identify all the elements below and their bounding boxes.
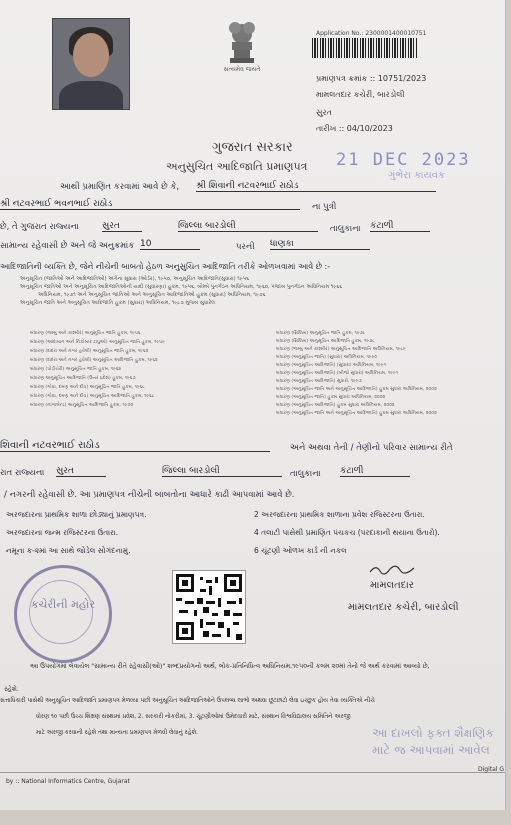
- taluka-label: તાલુકાના: [330, 224, 361, 234]
- district-label: જિલ્લા બારડોલી: [178, 221, 318, 232]
- district-label-2: જિલ્લા બારડોલી: [162, 466, 282, 477]
- state-word-2: રાત રાજ્યના: [0, 468, 45, 478]
- order-item: બંધારણ (પોંડીચેરી) અનુસૂચિત જાતિ હુકમ, ૧૯૬૪: [30, 367, 122, 372]
- basis-2: 2 અરજદારના પ્રાથમિક શાળાના પ્રવેશ રજિસ્ટરના ઉતારા.: [254, 510, 425, 519]
- order-item: બંધારણ (અનુસૂચિત જાતિ) (સુધારા) અધિનિયમ, ૧૯૯૦: [276, 355, 378, 360]
- district-value-2: સુરત: [56, 466, 106, 477]
- serial-value: 10: [140, 239, 200, 250]
- order-item: બંધારણ (અનુસૂચિત આદિજાતિ) સુધારો, ૧૯૯૭: [276, 379, 362, 384]
- signatory-office: મામલતદાર કચેરી, બારડોલી: [348, 602, 459, 613]
- basis-3: અરજદારના જન્મ રજિસ્ટરના ઉતારા.: [6, 528, 119, 537]
- footer-credit: by :: National Informatics Centre, Gujarat: [6, 778, 130, 785]
- basis-1: અરજદારના પ્રાથમિક શાળા છોડ્યાનું પ્રમાણપત્ર.: [6, 510, 147, 519]
- note-1b: રહેશે.: [4, 685, 19, 693]
- order-item: બંધારણ (દાદરા અને નગર હવેલી) અનુસૂચિત આદિજાતિ હુકમ, ૧૯૬૨: [30, 358, 158, 363]
- certificate-title: અનુસુચિત આદિજાતિ પ્રમાણપત્ર: [166, 160, 308, 173]
- applicant-photo: [52, 18, 130, 110]
- taluka-label-2: તાલુકાના: [290, 469, 321, 479]
- order-item: બંધારણ (સિક્કિમ) અનુસૂચિત આદિજાતિ હુકમ, ૧૯૭૮: [276, 339, 375, 344]
- certify-prefix: આથી પ્રમાણિત કરવામાં આવે છે કે,: [60, 182, 180, 192]
- recognition-text: આદિજાતિની વ્યક્તિ છે, જેને નીચેની બાબતો હેઠળ અનુસુચિત આદિજાતિ તરીકે ઓળખવામાં આવે છે :-: [0, 262, 331, 271]
- seal-text: કચેરીની મહોર: [30, 598, 96, 611]
- signatory-title: મામલતદાર: [370, 580, 414, 591]
- order-item: બંધારણ (અનુસૂચિત આદિજાતિ) (સુધારા) અધિનિયમ, ૧૯૯૧: [276, 363, 386, 368]
- order-item: બંધારણ અનુસૂચિત આદિજાતિ (ઉત્તર પ્રદેશ) હુકમ, ૧૯૬૭: [30, 376, 136, 381]
- emblem-caption: સત્યમેવ જયતે: [223, 66, 261, 73]
- footer-rule: [0, 772, 505, 773]
- fine-print-3: અધિનિયમ, ૧૯૭૧ અને અનુસૂચિત જાતિઓ અને અનુસૂચિત આદિજાતિઓ હુકમ (સુધારા) અધિનિયમ, ૧૯૭૬: [38, 292, 266, 298]
- note-1: આ ઉપયોગમાં લેવાયેલ "સામાન્ય રીતે રહેવાસી(ઓ)" શબ્દપ્રયોગનો અર્થ, લોક-પ્રતિનિધિત્વ અધિનિયમ,૧૯૫૦ની કલમ ૨૦માં તેનો જે અર્થ કરવામાં આવ્યો છે,: [30, 662, 430, 670]
- order-item: બંધારણ (અનુસૂચિત જાતિ અને અનુસૂચિત આદિજાતિ) હુકમ સુધારા અધિનિયમ, ૨૦૦૨: [276, 411, 437, 416]
- note-2: સત્તાધિકારી પાસેથી અનુસૂચિત આદિજાતિ પ્રમાણપત્ર મેળવ્યા પછી અનુસૂચિત આદિજાતિઓને ઉપલબ્ધ લાભો અથવા છૂટછાટો લેવા ઇચ્છુક હોય તેવા વ્યક્તિએ નીચે: [0, 698, 375, 704]
- certificate-number: પ્રમાણપત્ર ક્રમાંક :: 10751/2023: [316, 74, 427, 83]
- state-title: ગુજરાત સરકાર: [212, 140, 293, 155]
- application-number: Application No.: 2300001400010751: [316, 30, 427, 37]
- caste-value: ધાણકા: [270, 239, 370, 250]
- order-item: બંધારણ (જમ્મુ અને કાશ્મીર) અનુસૂચિત જાતિ હુકમ, ૧૯૫૬: [30, 331, 141, 336]
- basis-6: 6 ચૂંટણી ઓળખ કાર્ડ ની નકલ: [254, 546, 347, 555]
- fine-print-1: અનુસૂચિત (જાતિઓ અને આદિજાતિઓ) અંગેના સુધારા (ઓર્ડર), ૧૯૫૦, અનુસૂચિત આદિજાતિ(સુધારા) ૧૯૫૬: [20, 276, 250, 282]
- office-seal: [14, 565, 112, 663]
- order-item: બંધારણ (દાદરા અને નગર હવેલી) અનુસૂચિત જાતિ હુકમ, ૧૯૬૨: [30, 349, 149, 354]
- resident-note: / નગરની રહેવાસી છે. આ પ્રમાણપત્ર નીચેની બાબતોના આધારે કાઢી આપવામાં આવે છે.: [4, 490, 295, 500]
- order-item: બંધારણ (અનુસૂચિત આદિજાતિ) (બીજો સુધારા) અધિનિયમ, ૧૯૯૧: [276, 371, 398, 376]
- applicant-name-2: શિવાની નટવરભાઈ રાઠોડ: [0, 440, 270, 452]
- issuing-place: સુરત: [316, 108, 332, 117]
- order-item: બંધારણ (અનુસૂચિત જાતિ) હુકમ સુધારા અધિનિયમ, ૨૦૦૨: [276, 395, 386, 400]
- order-item: બંધારણ (ગોવા, દમણ અને દીવ) અનુસૂચિત જાતિ હુકમ, ૧૯૬૮: [30, 385, 145, 390]
- orders-left: [30, 330, 165, 411]
- issuing-office: મામલતદાર કચેરી, બારડોલી: [316, 90, 405, 99]
- qr-code: [172, 570, 246, 644]
- note-3: ધોરણ ૧૦ પછી ઉચ્ચ શિક્ષણ સંસ્થામાં પ્રવેશ, 2. સરકારી નોકરીમાં, 3. ચૂંટણીઓમાં ઉમેદવારી માટે, સંસ્થાન વિશ્વવિદ્યાલય સમિતિને અરજી: [36, 714, 351, 720]
- footer-right: Digital G: [478, 766, 505, 773]
- validity-stamp: [372, 726, 494, 758]
- serial-label: સામાન્ય રહેવાસી છે અને જે અનુક્રમાંક: [0, 241, 135, 251]
- order-item: બંધારણ (સિક્કિમ) અનુસૂચિત જાતિ હુકમ, ૧૯૭૮: [276, 331, 366, 336]
- qr-code-icon: [173, 571, 245, 643]
- national-emblem-icon: [222, 14, 262, 68]
- note-4: માટે અરજી કરવાની રહેશે તથા માન્યતા પ્રમાણપત્ર મેળવી લેવાનું રહેશે.: [36, 730, 198, 736]
- issue-date: તારીખ :: 04/10/2023: [316, 124, 393, 133]
- signature-icon: [368, 562, 416, 576]
- fine-print-4: અનુસૂચિત જાતિ અને અનુસૂચિત આદિજાતિ હુકમ (સુધારા) અધિનિયમ, ૧૯૮૭ મુજબ સુધારેલ: [20, 300, 216, 306]
- received-date-stamp: 21 DEC 2023: [336, 150, 471, 170]
- order-item: બંધારણ (જમ્મુ અને કાશ્મીર) અનુસૂચિત આદિજાતિ અધિનિયમ, ૧૯૮૯: [276, 347, 406, 352]
- validity-stamp-line-2: માટે જ આપવામાં આવેલ: [372, 743, 490, 757]
- taluka-value: કંટાળી: [370, 221, 430, 232]
- relation-label: ના પુત્રી: [312, 202, 337, 212]
- father-name: શ્રી નટવરભાઈ ભવનભાઈ રાઠોડ: [0, 199, 300, 210]
- caste-label: પરની: [236, 242, 255, 252]
- stamp-word: ગુંભેરા કાયવક: [388, 170, 446, 181]
- order-item: બંધારણ (ગોવા, દમણ અને દીવ) અનુસૂચિત આદિજાતિ હુકમ, ૧૯૬૮: [30, 394, 155, 399]
- validity-stamp-line-1: આ દાખલો ફક્ત શૈક્ષણિક: [372, 726, 494, 740]
- order-item: બંધારણ (અનુસૂચિત જાતિ અને અનુસૂચિત આદિજાતિ) હુકમ સુધારા અધિનિયમ, ૨૦૦૨: [276, 387, 437, 392]
- family-note: અને અથવા તેની / તેણીનો પરિવાર સામાન્ય રીતે: [290, 443, 453, 453]
- order-item: બંધારણ (અનુસૂચિત આદિજાતિ) હુકમ સુધારા અધિનિયમ, ૨૦૦૨: [276, 403, 395, 408]
- district-value: સુરત: [102, 221, 142, 232]
- orders-right: [276, 330, 437, 418]
- barcode: [312, 38, 417, 58]
- basis-4: 4 તલાટી પાસેથી પ્રમાણિત પંચકચ (પરદાકાની થયાના ઉતારો).: [254, 528, 440, 537]
- basis-5: નમૂના ક-૨માં આ સાથે જોડેલ સોગંદનામું.: [6, 546, 131, 555]
- fine-print-2: અનુસૂચિત જાતિઓ અને અનુસૂચિત આદિજાતિઓની યાદી (સુધારણા) હુકમ, ૧૯૫૬, બોમ્બે પુનર્ગઠન અધિનિયમ, ૧૯૬૦, પંજાબ પુનર્ગઠન અધિનિયમ ૧૯૬૬: [20, 284, 343, 290]
- taluka-value-2: કંટાળી: [340, 466, 410, 477]
- state-word: છે, તે ગુજરાત રાજ્યના: [0, 222, 79, 232]
- order-item: બંધારણ (નાગાલેન્ડ) અનુસૂચિત આદિજાતિ હુકમ, ૧૯૭૦: [30, 403, 134, 408]
- order-item: બંધારણ (આંદામાન અને નિકોબાર ટાપુઓ) અનુસૂચિત જાતિ હુકમ, ૧૯૫૯: [30, 340, 165, 345]
- applicant-name: શ્રી શિવાની નટવરભાઈ રાઠોડ: [196, 181, 436, 192]
